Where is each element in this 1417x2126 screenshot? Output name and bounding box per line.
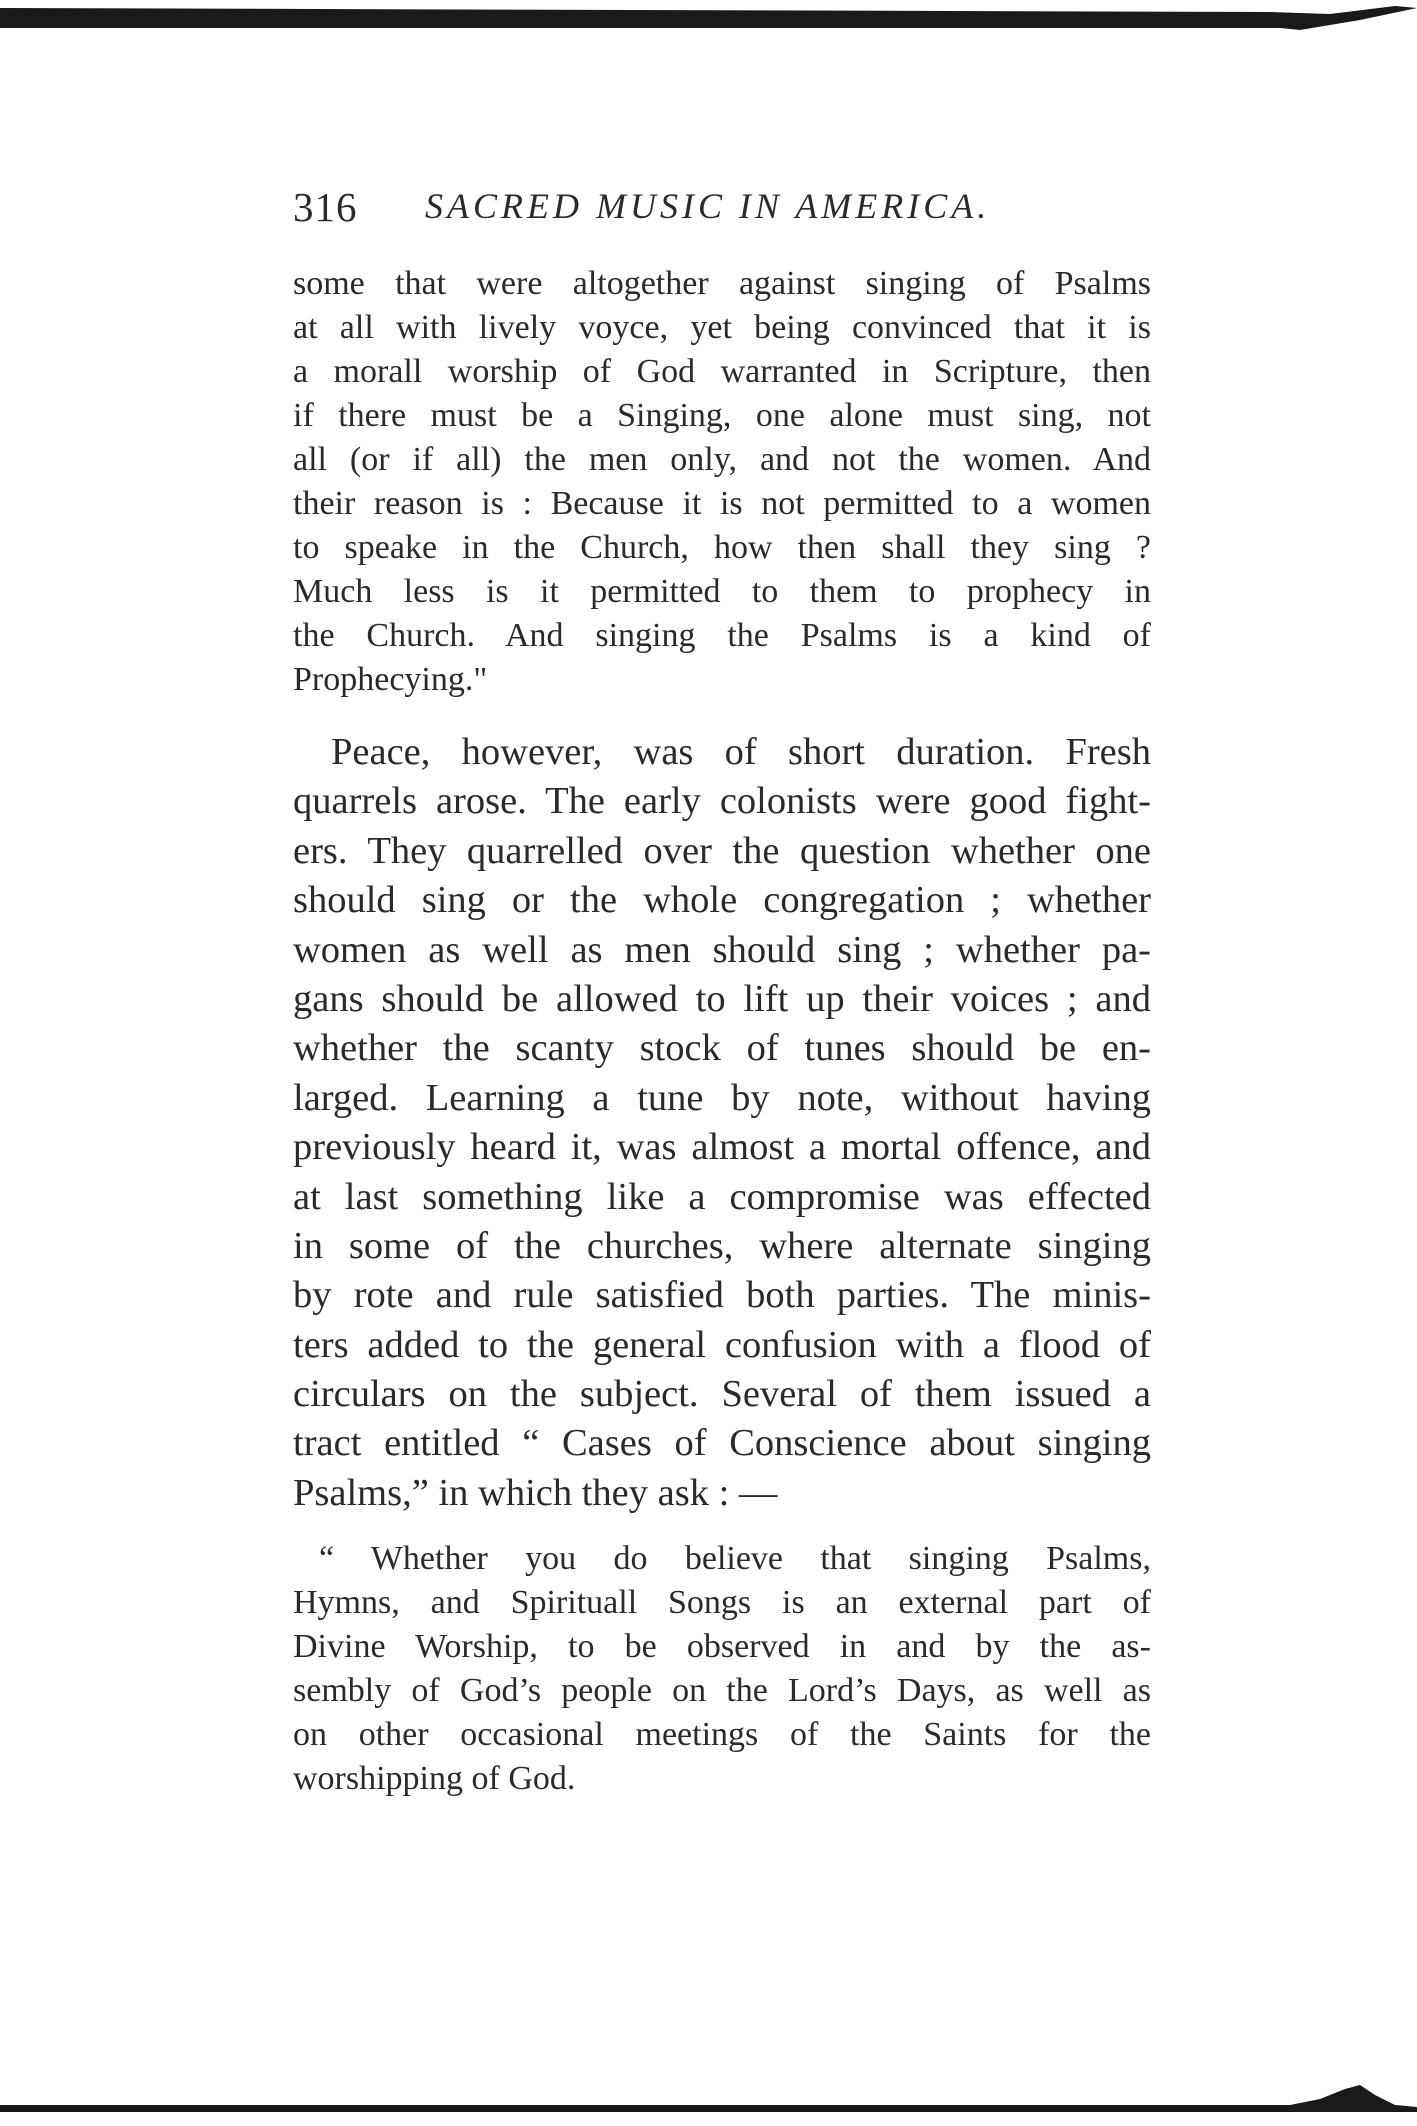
running-title: SACRED MUSIC IN AMERICA. [425, 186, 991, 226]
text-line: in some of the churches, where alternate singing [293, 1224, 1151, 1267]
text-line: larged. Learning a tune by note, without having [293, 1076, 1151, 1119]
text-line: tract entitled “ Cases of Conscience about singing [293, 1422, 1151, 1465]
text-line: at all with lively voyce, yet being convinced that it is [293, 309, 1151, 346]
text-line: Psalms,” in which they ask : — [293, 1471, 778, 1514]
text-line: Divine Worship, to be observed in and by the as- [293, 1628, 1151, 1665]
text-line: should sing or the whole congregation ; whether [293, 879, 1151, 922]
text-line: Prophecying." [293, 661, 488, 698]
text-line: by rote and rule satisfied both parties. The minis- [293, 1274, 1151, 1317]
page-number: 316 [293, 184, 358, 230]
text-line: some that were altogether against singing of Psalms [293, 265, 1151, 302]
text-line-content: “ Whether you do believe that singing Psalms, [319, 1540, 1151, 1577]
text-line: whether the scanty stock of tunes should be en- [293, 1027, 1151, 1070]
text-line: Hymns, and Spirituall Songs is an external part of [293, 1584, 1151, 1621]
text-line [293, 1537, 1151, 1581]
page-header [293, 183, 1153, 239]
main-paragraph [293, 728, 1151, 1518]
text-line: all (or if all) the men only, and not the women. And [293, 441, 1151, 478]
quote-continuation [293, 262, 1151, 702]
text-line: at last something like a compromise was effected [293, 1175, 1151, 1218]
text-line-content: Peace, however, was of short duration. Fresh [331, 731, 1151, 773]
text-line: ters added to the general confusion with a flood of [293, 1323, 1151, 1366]
text-line: worshipping of God. [293, 1760, 576, 1797]
text-line: women as well as men should sing ; whether pa- [293, 928, 1151, 971]
text-line [293, 728, 1151, 777]
text-line: ers. They quarrelled over the question whether one [293, 829, 1151, 872]
text-line: their reason is : Because it is not permitted to a women [293, 485, 1151, 522]
text-line: on other occasional meetings of the Saints for the [293, 1716, 1151, 1753]
text-line: a morall worship of God warranted in Scripture, then [293, 353, 1151, 390]
text-line: previously heard it, was almost a mortal offence, and [293, 1126, 1151, 1169]
text-line: circulars on the subject. Several of them issued a [293, 1373, 1151, 1416]
text-line: quarrels arose. The early colonists were good fight- [293, 780, 1151, 823]
bottom-border-rule [0, 2085, 1417, 2115]
text-line: if there must be a Singing, one alone must sing, not [293, 397, 1151, 434]
text-line: the Church. And singing the Psalms is a kind of [293, 617, 1151, 654]
tract-quote [293, 1537, 1151, 1801]
top-border-rule [0, 6, 1417, 32]
text-line: to speake in the Church, how then shall they sing ? [293, 529, 1151, 566]
text-line: gans should be allowed to lift up their voices ; and [293, 977, 1151, 1020]
text-line: sembly of God’s people on the Lord’s Days, as well as [293, 1672, 1151, 1709]
text-line: Much less is it permitted to them to prophecy in [293, 573, 1151, 610]
